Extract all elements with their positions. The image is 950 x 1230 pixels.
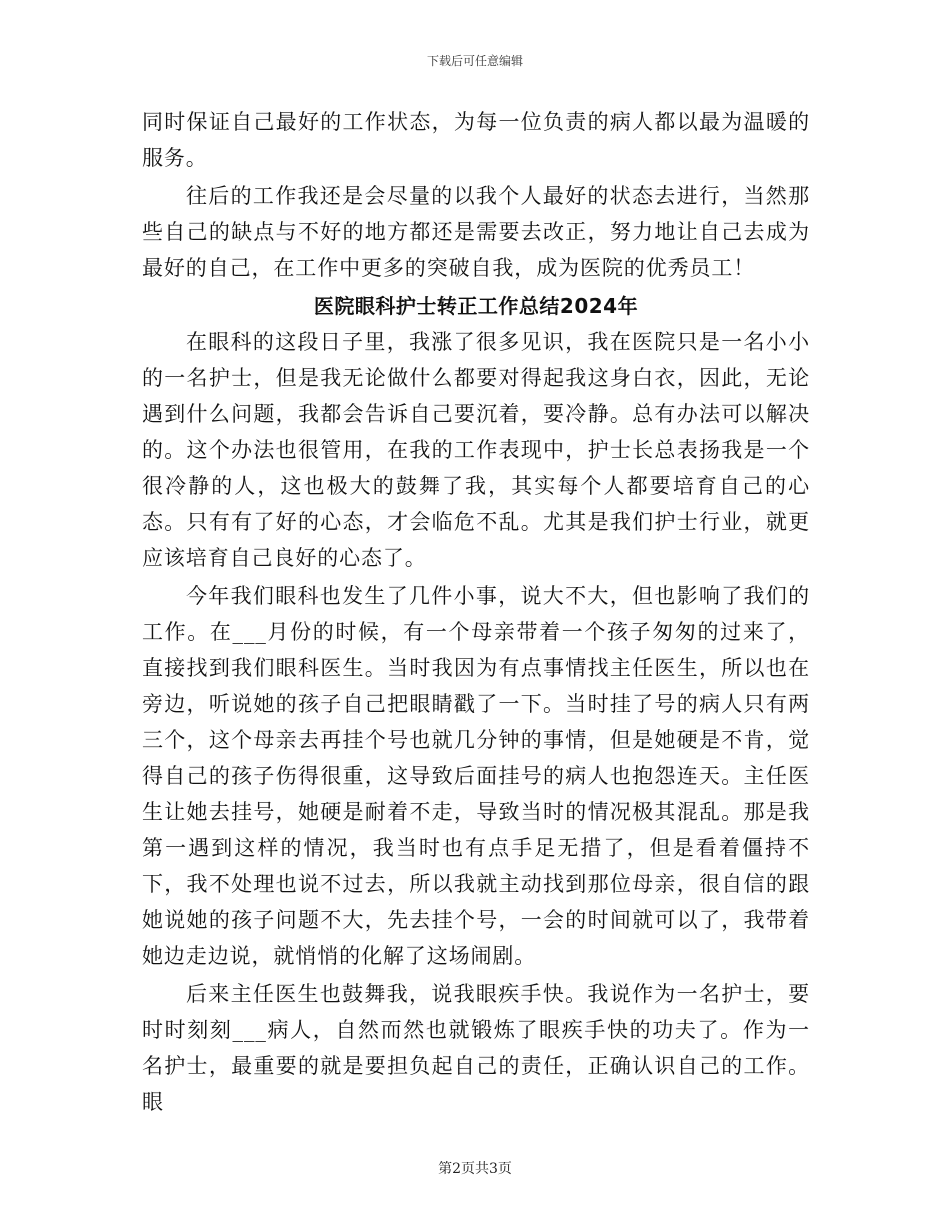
paragraph-body-3: 后来主任医生也鼓舞我，说我眼疾手快。我说作为一名护士，要时时刻刻___病人，自然而然也就锻炼了眼疾手快的功夫了。作为一名护士，最重要的就是要担负起自己的责任，正确认识自己的工作。眼 bbox=[142, 982, 810, 1114]
page-footer: 第2页共3页 bbox=[438, 1161, 512, 1177]
section-heading: 医院眼科护士转正工作总结2024年 bbox=[313, 294, 639, 318]
document-body bbox=[142, 104, 810, 1122]
paragraph-closing: 往后的工作我还是会尽量的以我个人最好的状态去进行，当然那些自己的缺点与不好的地方都还是需要去改正，努力地让自己去成为最好的自己，在工作中更多的突破自我，成为医院的优秀员工！ bbox=[142, 184, 810, 280]
paragraph-continuation: 同时保证自己最好的工作状态，为每一位负责的病人都以最为温暖的服务。 bbox=[142, 110, 810, 170]
paragraph-body-1: 在眼科的这段日子里，我涨了很多见识，我在医院只是一名小小的一名护士，但是我无论做什么都要对得起我这身白衣，因此，无论遇到什么问题，我都会告诉自己要沉着，要冷静。总有办法可以解决的。这个办法也很管用，在我的工作表现中，护士长总表扬我是一个很冷静的人，这也极大的鼓舞了我，其实每个人都要培育自己的心态。只有有了好的心态，才会临危不乱。尤其是我们护士行业，就更应该培育自己良好的心态了。 bbox=[142, 330, 810, 570]
page-header: 下载后可任意编辑 bbox=[426, 54, 523, 68]
paragraph-body-2: 今年我们眼科也发生了几件小事，说大不大，但也影响了我们的工作。在___月份的时候，有一个母亲带着一个孩子匆匆的过来了，直接找到我们眼科医生。当时我因为有点事情找主任医生，所以也在旁边，听说她的孩子自己把眼睛戳了一下。当时挂了号的病人只有两三个，这个母亲去再挂个号也就几分钟的事情，但是她硬是不肯，觉得自己的孩子伤得很重，这导致后面挂号的病人也抱怨连天。主任医生让她去挂号，她硬是耐着不走，导致当时的情况极其混乱。那是我第一遇到这样的情况，我当时也有点手足无措了，但是看着僵持不下，我不处理也说不过去，所以我就主动找到那位母亲，很自信的跟她说她的孩子问题不大，先去挂个号，一会的时间就可以了，我带着她边走边说，就悄悄的化解了这场闹剧。 bbox=[142, 584, 810, 968]
